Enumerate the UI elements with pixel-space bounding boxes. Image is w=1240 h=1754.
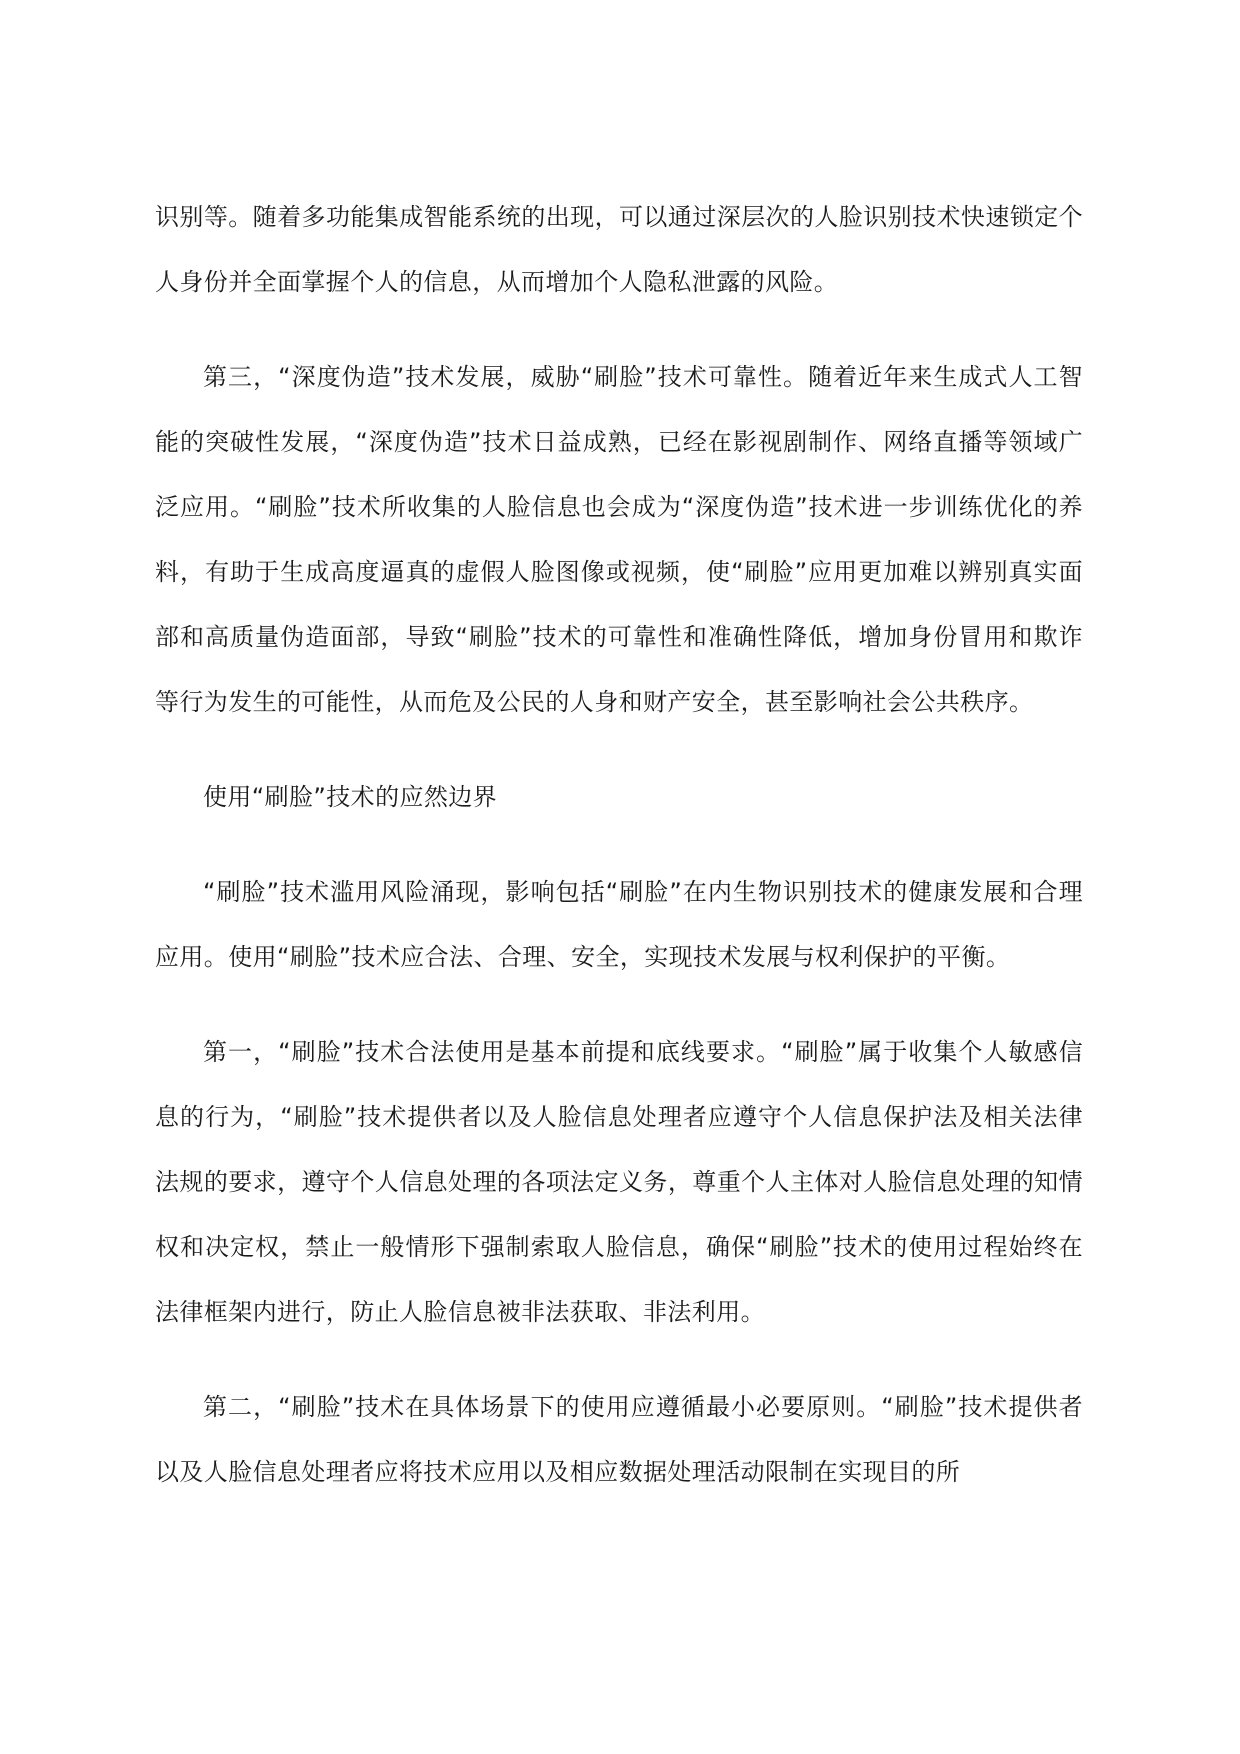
paragraph-minimum-necessary: 第二，“刷脸”技术在具体场景下的使用应遵循最小必要原则。“刷脸”技术提供者以及人脸信息处理者应将技术应用以及相应数据处理活动限制在实现目的所 [155, 1393, 1083, 1486]
paragraph-privacy-risk: 识别等。随着多功能集成智能系统的出现，可以通过深层次的人脸识别技术快速锁定个人身份并全面掌握个人的信息，从而增加个人隐私泄露的风险。 [155, 203, 1083, 296]
section-heading-boundaries: 使用“刷脸”技术的应然边界 [203, 783, 498, 811]
document-body [155, 185, 1083, 1535]
paragraph-balance-intro: “刷脸”技术滥用风险涌现，影响包括“刷脸”在内生物识别技术的健康发展和合理应用。使用“刷脸”技术应合法、合理、安全，实现技术发展与权利保护的平衡。 [155, 878, 1083, 971]
paragraph-deepfake-threat: 第三，“深度伪造”技术发展，威胁“刷脸”技术可靠性。随着近年来生成式人工智能的突破性发展，“深度伪造”技术日益成熟，已经在影视剧制作、网络直播等领域广泛应用。“刷脸”技术所收集的人脸信息也会成为“深度伪造”技术进一步训练优化的养料，有助于生成高度逼真的虚假人脸图像或视频，使“刷脸”应用更加难以辨别真实面部和高质量伪造面部，导致“刷脸”技术的可靠性和准确性降低，增加身份冒用和欺诈等行为发生的可能性，从而危及公民的人身和财产安全，甚至影响社会公共秩序。 [155, 363, 1083, 716]
paragraph-legal-use: 第一，“刷脸”技术合法使用是基本前提和底线要求。“刷脸”属于收集个人敏感信息的行为，“刷脸”技术提供者以及人脸信息处理者应遵守个人信息保护法及相关法律法规的要求，遵守个人信息处理的各项法定义务，尊重个人主体对人脸信息处理的知情权和决定权，禁止一般情形下强制索取人脸信息，确保“刷脸”技术的使用过程始终在法律框架内进行，防止人脸信息被非法获取、非法利用。 [155, 1038, 1083, 1326]
